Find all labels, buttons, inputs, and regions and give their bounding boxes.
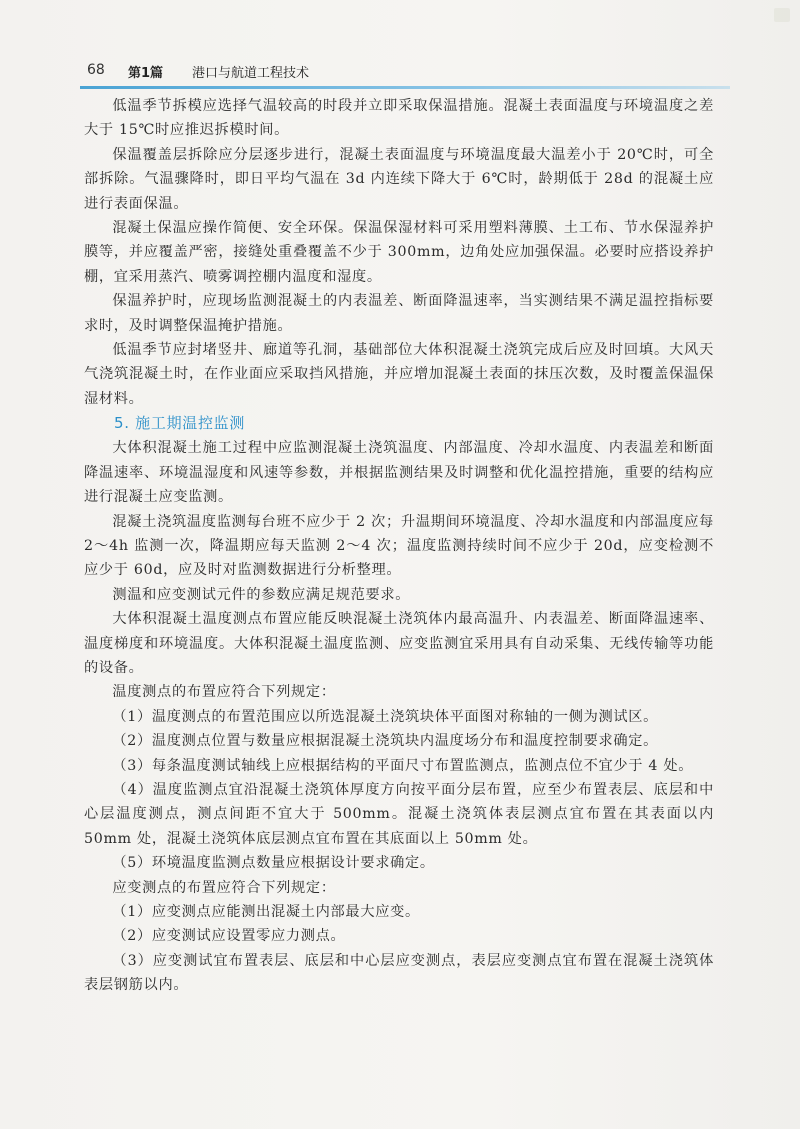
paragraph: 大体积混凝土温度测点布置应能反映混凝土浇筑体内最高温升、内表温差、断面降温速率、温度梯度和环境温度。大体积混凝土温度监测、应变监测宜采用具有自动采集、无线传输等功能的设备。 xyxy=(84,611,714,676)
list-item: （4）温度监测点宜沿混凝土浇筑体厚度方向按平面分层布置，应至少布置表层、底层和中心层温度测点，测点间距不宜大于 500mm。混凝土浇筑体表层测点宜布置在其表面以内 50mm 处，混凝土浇筑体底层测点宜布置在其底面以上 50mm 处。 xyxy=(84,781,714,847)
paragraph: 混凝土保温应操作简便、安全环保。保温保湿材料可采用塑料薄膜、土工布、节水保湿养护膜等，并应覆盖严密，接缝处重叠覆盖不少于 300mm，边角处应加强保温。必要时应搭设养护棚，宜采用蒸汽、喷雾调控棚内温度和湿度。 xyxy=(84,220,714,285)
paragraph: 测温和应变测试元件的参数应满足规范要求。 xyxy=(112,586,411,603)
list-item: （3）每条温度测试轴线上应根据结构的平面尺寸布置监测点，监测点位不宜少于 4 处。 xyxy=(112,757,694,774)
paragraph: 保温覆盖层拆除应分层逐步进行，混凝土表面温度与环境温度最大温差小于 20℃时，可全部拆除。气温骤降时，即日平均气温在 3d 内连续下降大于 6℃时，龄期低于 28d 的混凝土应进行表面保温。 xyxy=(84,146,714,212)
paragraph: 混凝土浇筑温度监测每台班不应少于 2 次；升温期间环境温度、冷却水温度和内部温度应每 2～4h 监测一次，降温期应每天监测 2～4 次；温度监测持续时间不应少于 20d，应变检测不应少于 60d，应及时对监测数据进行分析整理。 xyxy=(84,513,714,579)
section-heading: 5. 施工期温控监测 xyxy=(114,414,246,433)
list-item: （1）温度测点的布置范围应以所选混凝土浇筑块体平面图对称轴的一侧为测试区。 xyxy=(112,708,659,725)
paragraph: 大体积混凝土施工过程中应监测混凝土浇筑温度、内部温度、冷却水温度、内表温差和断面降温速率、环境温湿度和风速等参数，并根据监测结果及时调整和优化温控措施，重要的结构应进行混凝土应变监测。 xyxy=(84,440,714,506)
page-corner-mark xyxy=(774,8,790,22)
paragraph: 保温养护时，应现场监测混凝土的内表温差、断面降温速率，当实测结果不满足温控指标要求时，及时调整保温掩护措施。 xyxy=(84,293,714,334)
running-title: 港口与航道工程技术 xyxy=(192,66,310,81)
list-item: （1）应变测点应能测出混凝土内部最大应变。 xyxy=(112,904,420,920)
paragraph: 应变测点的布置应符合下列规定： xyxy=(112,879,336,896)
list-item: （2）应变测试应设置零应力测点。 xyxy=(112,928,346,945)
paragraph: 温度测点的布置应符合下列规定： xyxy=(112,684,336,701)
paragraph: 低温季节应封堵竖井、廊道等孔洞，基础部位大体积混凝土浇筑完成后应及时回填。大风天气浇筑混凝土时，在作业面应采取挡风措施，并应增加混凝土表面的抹压次数，及时覆盖保温保湿材料。 xyxy=(84,342,714,407)
list-item: （3）应变测试宜布置表层、底层和中心层应变测点，表层应变测点宜布置在混凝土浇筑体表层钢筋以内。 xyxy=(84,952,714,994)
body-text xyxy=(84,94,714,998)
page-header xyxy=(70,60,730,90)
page-number: 68 xyxy=(87,62,105,78)
part-label: 第1篇 xyxy=(128,66,164,81)
paragraph: 低温季节拆模应选择气温较高的时段并立即采取保温措施。混凝土表面温度与环境温度之差大于 15℃时应推迟拆模时间。 xyxy=(84,98,714,139)
list-item: （5）环境温度监测点数量应根据设计要求确定。 xyxy=(112,855,435,872)
header-rule xyxy=(80,86,730,89)
list-item: （2）温度测点位置与数量应根据混凝土浇筑块内温度场分布和温度控制要求确定。 xyxy=(112,733,659,750)
